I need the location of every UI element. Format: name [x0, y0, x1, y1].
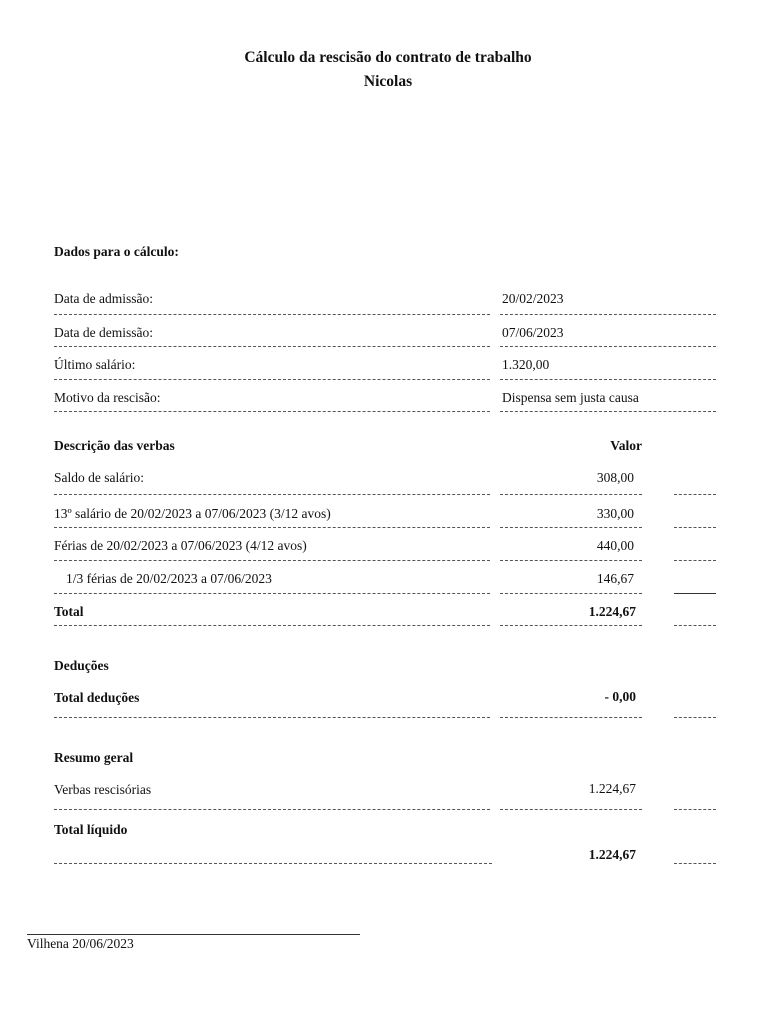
divider — [674, 863, 716, 864]
divider — [674, 560, 716, 561]
total-liquido-value: 1.224,67 — [588, 847, 636, 862]
signature-line — [27, 934, 360, 935]
divider — [54, 379, 490, 380]
demissao-label: Data de demissão: — [54, 325, 153, 340]
salario-value: 1.320,00 — [502, 357, 550, 372]
divider — [500, 809, 642, 810]
motivo-value: Dispensa sem justa causa — [502, 390, 639, 405]
divider — [500, 560, 642, 561]
verbas-rescisorias-value: 1.224,67 — [588, 781, 636, 796]
total-deducoes-value: - 0,00 — [604, 689, 636, 704]
admissao-value: 20/02/2023 — [502, 291, 564, 306]
divider — [500, 494, 642, 495]
divider — [54, 809, 490, 810]
divider — [500, 527, 642, 528]
terco-ferias-value: 146,67 — [596, 571, 634, 586]
divider — [500, 346, 716, 347]
saldo-label: Saldo de salário: — [54, 470, 144, 485]
divider — [54, 494, 490, 495]
total-deducoes-label: Total deduções — [54, 690, 140, 705]
divider — [674, 625, 716, 626]
divider — [500, 411, 716, 412]
employee-name: Nicolas — [363, 73, 413, 90]
motivo-label: Motivo da rescisão: — [54, 390, 161, 405]
place-date: Vilhena 20/06/2023 — [27, 936, 134, 951]
ferias-label: Férias de 20/02/2023 a 07/06/2023 (4/12 avos) — [54, 538, 307, 553]
demissao-value: 07/06/2023 — [502, 325, 564, 340]
divider — [54, 314, 490, 315]
document-title: Cálculo da rescisão do contrato de trabalho — [244, 49, 532, 66]
divider — [674, 809, 716, 810]
divider — [54, 527, 490, 528]
total-liquido-label: Total líquido — [54, 822, 128, 837]
valor-heading: Valor — [610, 438, 642, 453]
verbas-heading: Descrição das verbas — [54, 438, 175, 453]
total-label: Total — [54, 604, 84, 619]
decimo-value: 330,00 — [596, 506, 634, 521]
divider — [54, 717, 490, 718]
divider — [674, 593, 716, 594]
deducoes-heading: Deduções — [54, 658, 109, 673]
divider — [54, 625, 490, 626]
ferias-value: 440,00 — [596, 538, 634, 553]
divider — [674, 527, 716, 528]
divider — [54, 346, 490, 347]
divider — [500, 314, 716, 315]
resumo-heading: Resumo geral — [54, 750, 134, 765]
divider — [54, 411, 490, 412]
divider — [54, 593, 490, 594]
divider — [54, 863, 492, 864]
divider — [500, 379, 716, 380]
divider — [500, 593, 642, 594]
total-value: 1.224,67 — [588, 604, 636, 619]
divider — [500, 625, 642, 626]
admissao-label: Data de admissão: — [54, 291, 153, 306]
decimo-label: 13º salário de 20/02/2023 a 07/06/2023 (3/12 avos) — [54, 506, 331, 521]
salario-label: Último salário: — [54, 357, 136, 372]
verbas-rescisorias-label: Verbas rescisórias — [54, 782, 152, 797]
divider — [674, 494, 716, 495]
saldo-value: 308,00 — [596, 470, 634, 485]
divider — [500, 717, 642, 718]
terco-ferias-label: 1/3 férias de 20/02/2023 a 07/06/2023 — [66, 571, 272, 586]
dados-heading: Dados para o cálculo: — [54, 244, 179, 259]
divider — [674, 717, 716, 718]
divider — [54, 560, 490, 561]
